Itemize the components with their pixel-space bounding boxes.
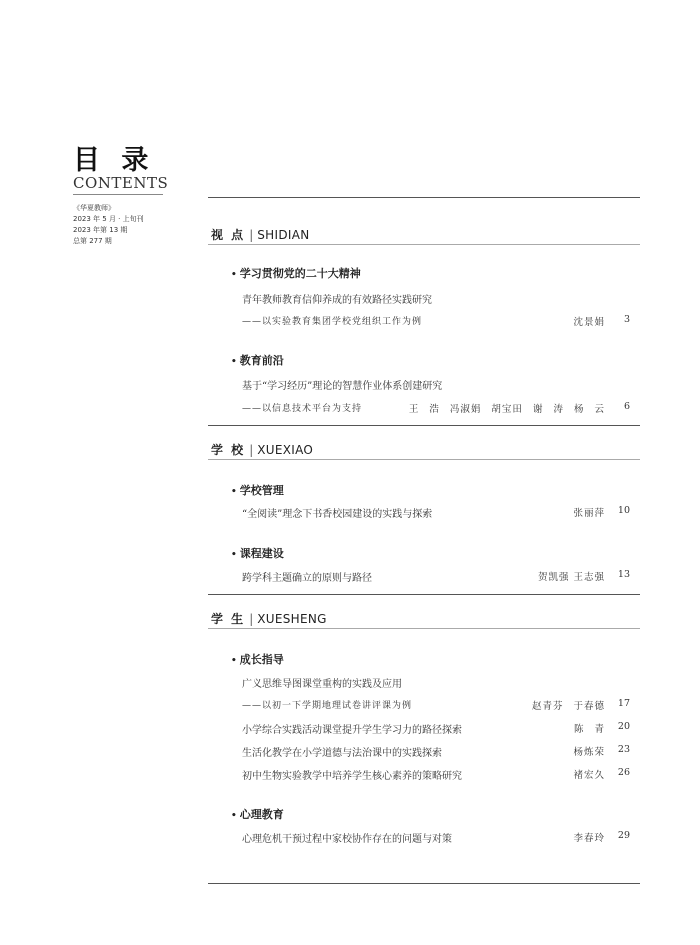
page-subtitle: CONTENTS (73, 174, 169, 192)
bullet-icon: • (231, 487, 237, 497)
entry-title: ——以信息技术平台为支持 (242, 404, 363, 414)
subsection-title: 学校管理 (239, 484, 284, 497)
section-heading-xuexiao (211, 441, 313, 458)
entry-author: 杨炼荣 (573, 747, 605, 758)
section-underline (208, 459, 640, 460)
entry-title: 基于“学习经历”理论的智慧作业体系创建研究 (242, 381, 443, 392)
section-title-en: XUEXIAO (257, 443, 314, 457)
entry-page: 29 (617, 830, 630, 841)
entry-author: 李春玲 (573, 833, 605, 844)
section-separator: | (249, 612, 254, 626)
subsection-heading (231, 545, 284, 561)
title-divider (73, 194, 163, 195)
subsection-title: 学习贯彻党的二十大精神 (239, 267, 361, 280)
entry-author: 赵青芬 于春德 (531, 701, 605, 712)
entry-title: “全阅读”理念下书香校园建设的实践与探索 (242, 509, 433, 520)
bottom-divider (208, 883, 640, 884)
entry-author: 贺凯强 王志强 (537, 572, 605, 583)
entry-title: 广义思维导图课堂重构的实践及应用 (242, 679, 402, 690)
entry-author: 陈 青 (573, 724, 605, 735)
entry-title: ——以实验教育集团学校党组织工作为例 (242, 317, 423, 327)
page-title: 目 录 (73, 145, 155, 176)
entry-author: 沈景娟 (573, 317, 605, 328)
subsection-heading (231, 482, 284, 498)
section-separator: | (249, 228, 254, 242)
subsection-heading (231, 651, 284, 667)
section-heading-xuesheng (211, 610, 327, 627)
bullet-icon: • (231, 811, 237, 821)
journal-name: 《华夏教师》 (73, 204, 115, 212)
entry-title: 跨学科主题确立的原则与路径 (242, 573, 372, 584)
subsection-title: 课程建设 (239, 547, 284, 560)
total-issue-number: 总第 277 期 (73, 237, 112, 245)
issue-number: 2023 年第 13 期 (73, 226, 128, 234)
entry-page: 23 (617, 744, 630, 755)
issue-date: 2023 年 5 月 · 上旬刊 (73, 215, 144, 223)
subsection-heading (231, 265, 361, 281)
entry-author: 褚宏久 (573, 770, 605, 781)
entry-author: 张丽萍 (573, 508, 605, 519)
subsection-heading (231, 806, 284, 822)
bullet-icon: • (231, 357, 237, 367)
entry-title: 青年教师教育信仰养成的有效路径实践研究 (242, 295, 432, 306)
section-title-en: XUESHENG (257, 612, 327, 626)
section-title-zh: 学 生 (211, 612, 246, 626)
entry-title: 心理危机干预过程中家校协作存在的问题与对策 (242, 834, 452, 845)
entry-title: 小学综合实践活动课堂提升学生学习力的路径探索 (242, 725, 462, 736)
section-divider (208, 594, 640, 595)
entry-title: 生活化教学在小学道德与法治课中的实践探索 (242, 748, 442, 759)
section-title-zh: 学 校 (211, 443, 246, 457)
subsection-title: 教育前沿 (239, 354, 284, 367)
entry-page: 13 (617, 569, 630, 580)
section-underline (208, 244, 640, 245)
section-title-en: SHIDIAN (257, 228, 310, 242)
entry-page: 3 (623, 314, 630, 325)
entry-title: ——以初一下学期地理试卷讲评课为例 (242, 701, 413, 711)
entry-page: 17 (617, 698, 630, 709)
section-divider (208, 197, 640, 198)
section-separator: | (249, 443, 254, 457)
subsection-heading (231, 352, 284, 368)
entry-page: 20 (617, 721, 630, 732)
entry-title: 初中生物实验教学中培养学生核心素养的策略研究 (242, 771, 462, 782)
section-heading-shidian (211, 226, 309, 243)
subsection-title: 成长指导 (239, 653, 284, 666)
section-divider (208, 425, 640, 426)
entry-page: 10 (617, 505, 630, 516)
section-underline (208, 628, 640, 629)
entry-page: 26 (617, 767, 630, 778)
bullet-icon: • (231, 270, 237, 280)
section-title-zh: 视 点 (211, 228, 246, 242)
bullet-icon: • (231, 656, 237, 666)
entry-page: 6 (623, 401, 630, 412)
subsection-title: 心理教育 (239, 808, 284, 821)
entry-author: 王 浩 冯淑娟 胡宝田 谢 涛 杨 云 (408, 404, 605, 415)
bullet-icon: • (231, 550, 237, 560)
